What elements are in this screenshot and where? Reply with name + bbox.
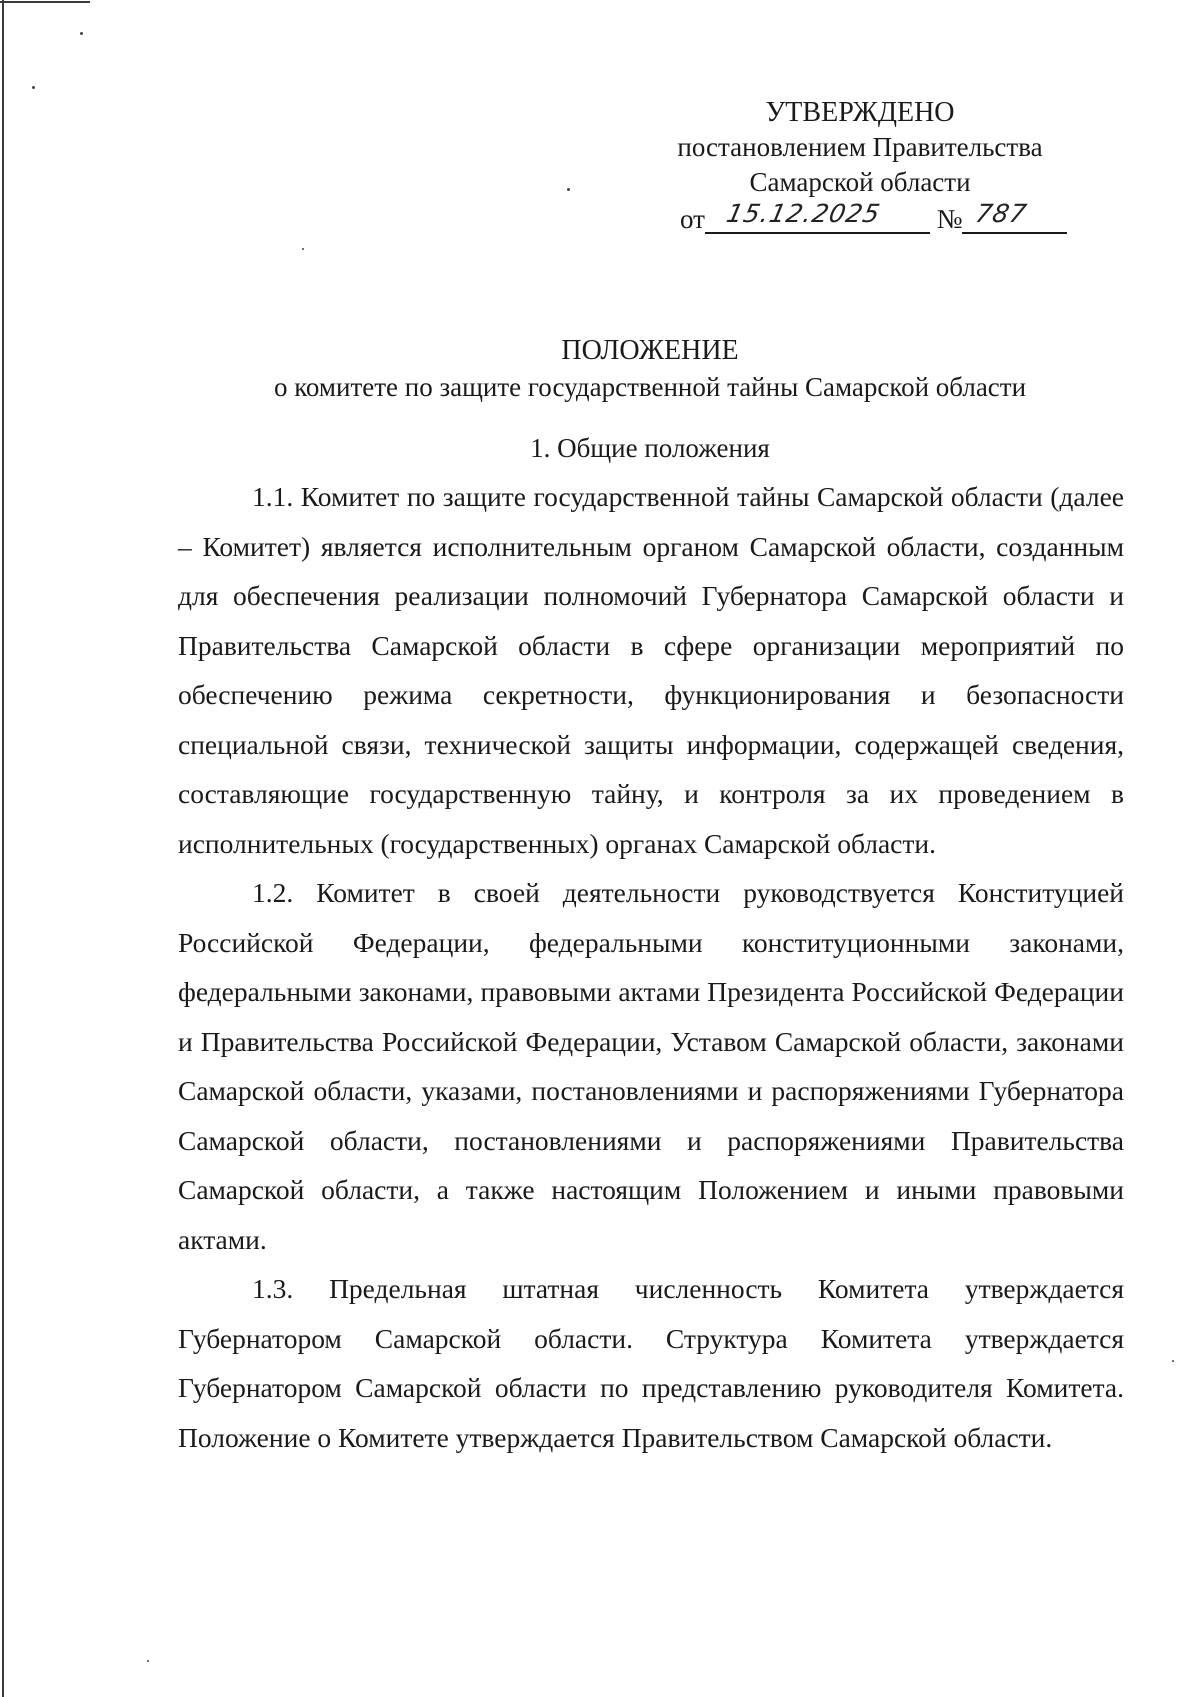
number-prefix: №	[936, 204, 963, 234]
paragraph-1-3: 1.3. Предельная штатная численность Комитета утверждается Губернатором Самарской области. Структура Комитета утверждается Губернатором Самарской области по представлению руководителя Комитета. Положение о Комитете утверждается Правительством Самарской области.	[178, 1273, 1124, 1453]
scan-speck	[80, 32, 83, 35]
approval-title: УТВЕРЖДЕНО	[765, 97, 955, 128]
handwritten-number: 787	[973, 199, 1031, 228]
document-subtitle: о комитете по защите государственной тайны Самарской области	[273, 372, 1027, 402]
approval-line-2: Самарской области	[749, 167, 971, 197]
scan-speck	[147, 1660, 149, 1662]
date-field	[705, 199, 930, 234]
scan-speck	[567, 188, 570, 191]
scan-speck	[1172, 1360, 1174, 1362]
scan-speck	[302, 248, 304, 250]
approval-line-1: постановлением Правительства	[677, 132, 1043, 162]
scan-top-edge	[0, 1, 90, 3]
approval-date-number-line	[640, 199, 1080, 237]
paragraph-1-2: 1.2. Комитет в своей деятельности руководствуется Конституцией Российской Федерации, федеральными конституционными законами, федеральными законами, правовыми актами Президента Российской Федерации и Правительства Российской Федерации, Уставом Самарской области, законами Самарской области, указами, постановлениями и распоряжениями Губернатора Самарской области, постановлениями и распоряжениями Правительства Самарской области, а также настоящим Положением и иными правовыми актами.	[178, 877, 1124, 1255]
date-prefix: от	[680, 204, 705, 234]
approval-stamp-block	[640, 95, 1080, 237]
handwritten-date: 15.12.2025	[723, 199, 884, 228]
document-title: ПОЛОЖЕНИЕ	[561, 335, 739, 366]
section-heading: 1. Общие положения	[530, 433, 770, 463]
paragraph-1-1: 1.1. Комитет по защите государственной тайны Самарской области (далее – Комитет) является исполнительным органом Самарской области, созданным для обеспечения реализации полномочий Губернатора Самарской области и Правительства Самарской области в сфере организации мероприятий по обеспечению режима секретности, функционирования и безопасности специальной связи, технической защиты информации, содержащей сведения, составляющие государственную тайну, и контроля за их проведением в исполнительных (государственных) органах Самарской области.	[178, 481, 1124, 859]
number-field	[962, 199, 1067, 234]
document-body	[178, 472, 1124, 1462]
scan-left-edge	[2, 0, 4, 1697]
scan-speck	[32, 86, 35, 89]
